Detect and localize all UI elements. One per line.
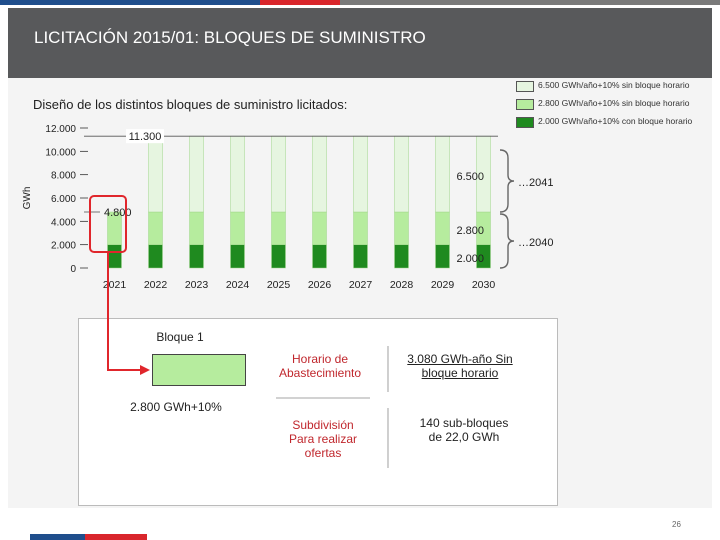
subdivision-value: 140 sub-bloques de 22,0 GWh — [419, 416, 509, 444]
first-year-highlight — [90, 196, 126, 252]
slide-title: LICITACIÓN 2015/01: BLOQUES DE SUMINISTRO — [34, 28, 426, 47]
arrow-head — [140, 365, 150, 375]
x-tick-label: 2021 — [102, 279, 127, 291]
x-tick-label: 2023 — [184, 279, 209, 291]
horario-label: Horario de Abastecimiento — [278, 352, 362, 380]
highlight-arrow — [108, 252, 146, 370]
block-value: 2.800 GWh+10% — [130, 400, 222, 414]
y-axis-label: GWh — [22, 186, 33, 210]
y-tick-label: 2.000 — [50, 240, 76, 252]
total-label: 11.300 — [128, 131, 162, 144]
x-tick-label: 2030 — [471, 279, 496, 291]
legend-label: 6.500 GWh/año+10% sin bloque horario — [538, 80, 690, 90]
segment-label: 2.800 — [456, 225, 484, 237]
segment-label: 2.000 — [456, 253, 484, 265]
x-tick-label: 2029 — [430, 279, 455, 291]
x-tick-label: 2028 — [389, 279, 414, 291]
y-tick-label: 8.000 — [50, 170, 76, 182]
chart-subtitle: Diseño de los distintos bloques de suministro licitados: — [33, 97, 348, 112]
legend-label: 2.000 GWh/año+10% con bloque horario — [538, 116, 693, 126]
subdivision-label: Subdivisión Para realizar ofertas — [288, 418, 358, 460]
bottom-blue — [30, 534, 85, 540]
block-title: Bloque 1 — [156, 330, 204, 344]
y-tick-label: 12.000 — [45, 124, 76, 135]
bottom-red — [85, 534, 147, 540]
brace-label-lower: …2040 — [518, 237, 554, 249]
horario-value: 3.080 GWh-año Sin bloque horario — [407, 352, 513, 380]
y-tick-label: 6.000 — [50, 194, 76, 205]
legend-label: 2.800 GWh/año+10% sin bloque horario — [538, 98, 690, 108]
x-tick-label: 2026 — [307, 279, 332, 291]
first-year-label: 4.800 — [104, 207, 132, 219]
x-tick-label: 2022 — [143, 279, 168, 291]
brace-label-upper: …2041 — [518, 177, 554, 189]
y-tick-label: 4.000 — [50, 217, 76, 229]
y-tick-label: 10.000 — [45, 147, 76, 159]
y-tick-label: 0 — [70, 264, 76, 275]
segment-label: 6.500 — [456, 171, 484, 183]
page-number: 26 — [672, 520, 681, 529]
x-tick-label: 2024 — [225, 279, 250, 291]
x-tick-label: 2025 — [266, 279, 291, 291]
x-tick-label: 2027 — [348, 279, 373, 291]
